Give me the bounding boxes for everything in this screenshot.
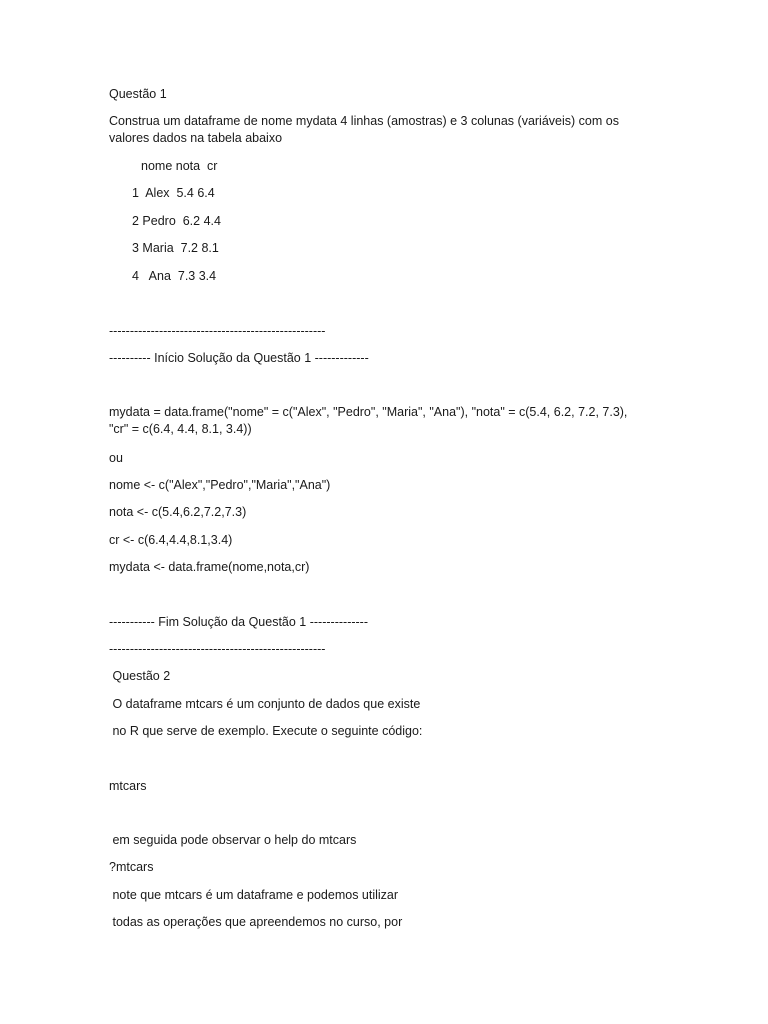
table-row: 2 Pedro 6.2 4.4	[132, 214, 221, 228]
code-line: cr <- c(6.4,4.4,8.1,3.4)	[109, 533, 233, 547]
table-header: nome nota cr	[141, 159, 218, 173]
code-line: mydata <- data.frame(nome,nota,cr)	[109, 560, 310, 574]
question-2-text: em seguida pode observar o help do mtcars	[109, 833, 357, 847]
or-label: ou	[109, 451, 123, 465]
code-line: mtcars	[109, 779, 147, 793]
question-2-text: O dataframe mtcars é um conjunto de dados que existe	[109, 697, 421, 711]
table-row: 1 Alex 5.4 6.4	[132, 186, 215, 200]
code-line: ?mtcars	[109, 860, 154, 874]
table-row: 4 Ana 7.3 3.4	[132, 269, 217, 283]
question-2-title: Questão 2	[109, 669, 171, 683]
table-row: 3 Maria 7.2 8.1	[132, 241, 219, 255]
question-2-text: no R que serve de exemplo. Execute o seguinte código:	[109, 724, 423, 738]
question-1-title: Questão 1	[109, 87, 167, 101]
solution-end-marker: ----------- Fim Solução da Questão 1 --------------	[109, 615, 369, 629]
code-dataframe-inline: mydata = data.frame("nome" = c("Alex", "Pedro", "Maria", "Ana"), "nota" = c(5.4, 6.2, 7.2, 7.3), "cr" = c(6.4, 4.4, 8.1, 3.4))	[109, 405, 628, 436]
question-2-text: todas as operações que apreendemos no curso, por	[109, 915, 403, 929]
code-line: nota <- c(5.4,6.2,7.2,7.3)	[109, 505, 247, 519]
question-1-prompt: Construa um dataframe de nome mydata 4 linhas (amostras) e 3 colunas (variáveis) com os valores dados na tabela abaixo	[109, 114, 619, 145]
solution-start-marker: ---------- Início Solução da Questão 1 -------------	[109, 351, 369, 365]
code-line: nome <- c("Alex","Pedro","Maria","Ana")	[109, 478, 331, 492]
question-2-text: note que mtcars é um dataframe e podemos utilizar	[109, 888, 399, 902]
separator-line: ----------------------------------------------------	[109, 324, 326, 338]
separator-line: ----------------------------------------------------	[109, 642, 326, 656]
